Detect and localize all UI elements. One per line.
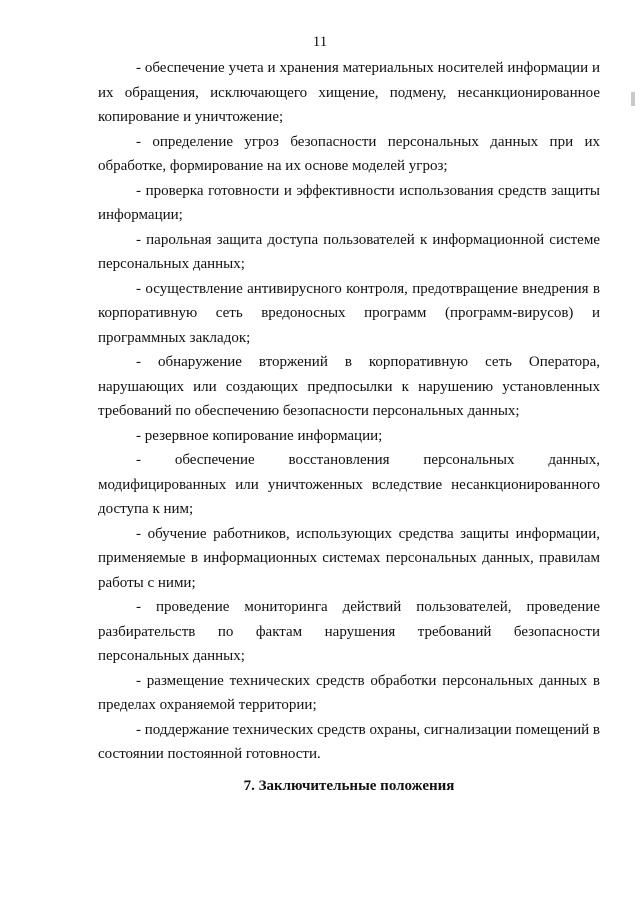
list-item: - обнаружение вторжений в корпоративную сеть Оператора, нарушающих или создающих предпосылки к нарушению установленных требований по обеспечению безопасности персональных данных; [98,354,600,419]
list-item: - парольная защита доступа пользователей к информационной системе персональных данных; [98,231,600,272]
list-item: - проверка готовности и эффективности использования средств защиты информации; [98,182,600,223]
list-item: - определение угроз безопасности персональных данных при их обработке, формирование на их основе моделей угроз; [98,133,600,174]
list-item: - размещение технических средств обработки персональных данных в пределах охраняемой территории; [98,672,600,713]
measures-list [98,56,600,767]
section-heading: 7. Заключительные положения [243,778,455,794]
list-item: - обучение работников, использующих средства защиты информации, применяемые в информационных системах персональных данных, правилам работы с ними; [98,525,600,591]
list-item: - обеспечение учета и хранения материальных носителей информации и их обращения, исключающего хищение, подмену, несанкционированное копирование и уничтожение; [98,60,600,125]
page-number: 11 [312,34,328,50]
list-item: - проведение мониторинга действий пользователей, проведение разбирательств по фактам нарушения требований безопасности персональных данных; [98,599,600,664]
list-item: - обеспечение восстановления персональных данных, модифицированных или уничтоженных вследствие несанкционированного доступа к ним; [98,452,600,517]
list-item: - резервное копирование информации; [136,427,383,444]
list-item: - поддержание технических средств охраны, сигнализации помещений в состоянии постоянной готовности. [98,721,600,762]
scan-artifact [631,92,635,106]
list-item: - осуществление антивирусного контроля, предотвращение внедрения в корпоративную сеть вредоносных программ (программ-вирусов) и программных закладок; [98,280,600,346]
